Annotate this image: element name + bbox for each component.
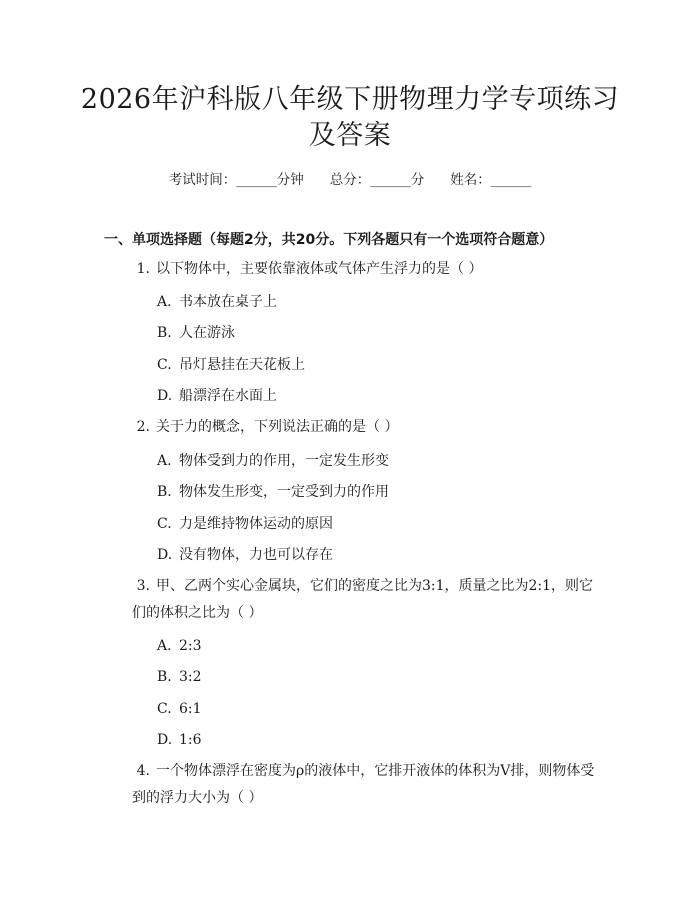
option-1a <box>157 292 277 312</box>
option-text: 物体发生形变，一定受到力的作用 <box>179 484 389 500</box>
option-3d <box>157 730 202 750</box>
page-title-line2: 及答案 <box>308 120 392 151</box>
option-3c <box>157 699 202 719</box>
option-letter: B. <box>157 669 172 685</box>
option-text: 1:6 <box>179 732 202 748</box>
option-letter: D. <box>157 732 173 748</box>
option-1b <box>157 323 235 343</box>
option-text: 人在游泳 <box>179 325 235 341</box>
option-letter: A. <box>157 638 172 654</box>
option-letter: A. <box>157 453 172 469</box>
option-3b <box>157 667 202 687</box>
question-text: 甲、乙两个实心金属块，它们的密度之比为3:1，质量之比为2:1，则它 <box>156 578 594 594</box>
question-3 <box>104 573 604 627</box>
option-2c <box>157 514 333 534</box>
option-1d <box>157 386 277 406</box>
question-number: 4. <box>136 763 150 779</box>
option-2a <box>157 451 389 471</box>
exam-meta <box>0 168 700 188</box>
option-1c <box>157 355 305 375</box>
question-text: 以下物体中，主要依靠液体或气体产生浮力的是（ ） <box>156 261 483 277</box>
exam-score-field: 总分：______分 <box>329 172 425 188</box>
question-1 <box>104 256 604 283</box>
exam-name-field: 姓名：______ <box>450 172 532 188</box>
option-2b <box>157 482 389 502</box>
option-2d <box>157 545 333 565</box>
option-letter: C. <box>157 357 172 373</box>
option-text: 船漂浮在水面上 <box>179 388 277 404</box>
option-letter: C. <box>157 701 172 717</box>
question-4 <box>104 758 604 812</box>
option-text: 力是维持物体运动的原因 <box>179 516 333 532</box>
section-heading: 一、单项选择题（每题2分，共20分。下列各题只有一个选项符合题意） <box>104 232 554 248</box>
option-text: 物体受到力的作用，一定发生形变 <box>179 453 389 469</box>
question-2 <box>104 414 604 441</box>
option-text: 吊灯悬挂在天花板上 <box>179 357 305 373</box>
option-letter: B. <box>157 325 172 341</box>
option-text: 没有物体，力也可以存在 <box>179 547 333 563</box>
question-text: 一个物体漂浮在密度为ρ的液体中，它排开液体的体积为V排，则物体受 <box>156 763 595 779</box>
question-text: 关于力的概念，下列说法正确的是（ ） <box>156 419 399 435</box>
question-text-continued: 们的体积之比为（ ） <box>132 605 263 621</box>
question-number: 2. <box>136 419 150 435</box>
option-letter: C. <box>157 516 172 532</box>
option-text: 3:2 <box>179 669 202 685</box>
option-letter: D. <box>157 547 173 563</box>
option-letter: D. <box>157 388 173 404</box>
option-letter: A. <box>157 294 172 310</box>
exam-time-field: 考试时间：______分钟 <box>168 172 304 188</box>
option-text: 书本放在桌子上 <box>179 294 277 310</box>
option-text: 6:1 <box>179 701 202 717</box>
option-letter: B. <box>157 484 172 500</box>
question-number: 3. <box>136 578 150 594</box>
question-number: 1. <box>136 261 150 277</box>
option-text: 2:3 <box>179 638 202 654</box>
question-text-continued: 到的浮力大小为（ ） <box>132 790 263 806</box>
page-title: 2026年沪科版八年级下册物理力学专项练习 <box>80 84 620 115</box>
option-3a <box>157 636 202 656</box>
